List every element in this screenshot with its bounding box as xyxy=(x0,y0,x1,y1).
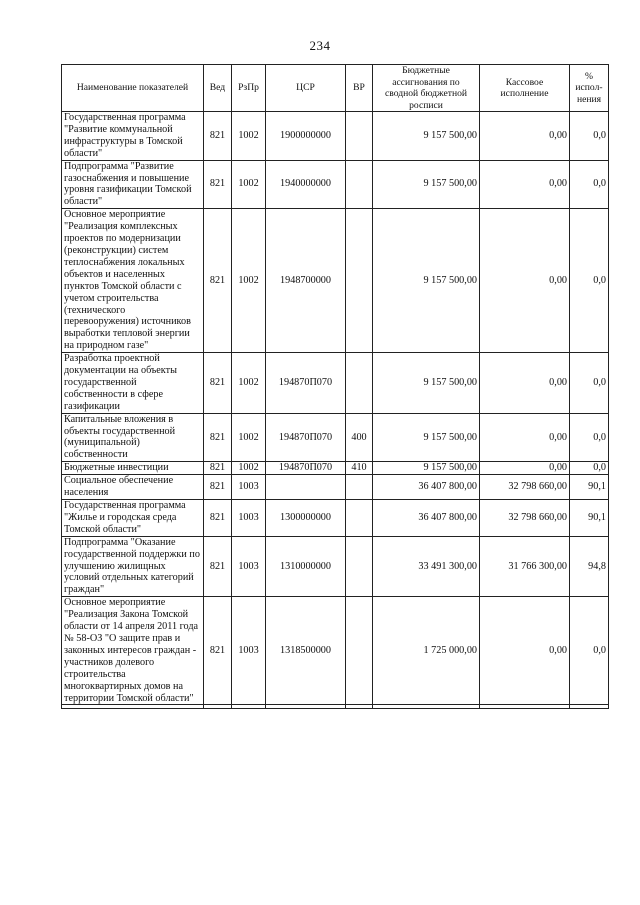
cell-cash: 0,00 xyxy=(480,353,570,414)
table-row xyxy=(62,353,609,414)
cell-csr: 1318500000 xyxy=(266,597,346,705)
cell-csr: 194870П070 xyxy=(266,462,346,475)
cell-budget: 9 157 500,00 xyxy=(373,112,480,161)
table-row xyxy=(62,112,609,161)
cell-rzpr: 1002 xyxy=(232,209,266,353)
header-vr: ВР xyxy=(346,65,373,112)
cell-pct: 0,0 xyxy=(570,112,609,161)
cell-vr xyxy=(346,500,373,537)
cell-pct: 0,0 xyxy=(570,462,609,475)
cell-vr xyxy=(346,353,373,414)
cell-rzpr: 1002 xyxy=(232,112,266,161)
continuation-cell xyxy=(480,705,570,709)
cell-ved: 821 xyxy=(204,112,232,161)
cell-pct: 0,0 xyxy=(570,597,609,705)
cell-name: Подпрограмма "Развитие газоснабжения и повышение уровня газификации Томской области" xyxy=(62,160,204,209)
cell-rzpr: 1002 xyxy=(232,413,266,462)
cell-cash: 0,00 xyxy=(480,413,570,462)
cell-ved: 821 xyxy=(204,160,232,209)
cell-pct: 0,0 xyxy=(570,209,609,353)
cell-pct: 0,0 xyxy=(570,413,609,462)
cell-name: Подпрограмма "Оказание государственной поддержки по улучшению жилищных условий отдельных категорий граждан" xyxy=(62,536,204,597)
cell-pct: 0,0 xyxy=(570,353,609,414)
cell-pct: 90,1 xyxy=(570,475,609,500)
cell-rzpr: 1003 xyxy=(232,536,266,597)
cell-cash: 0,00 xyxy=(480,597,570,705)
cell-vr: 410 xyxy=(346,462,373,475)
cell-budget: 9 157 500,00 xyxy=(373,209,480,353)
cell-vr xyxy=(346,475,373,500)
cell-budget: 9 157 500,00 xyxy=(373,160,480,209)
cell-budget: 1 725 000,00 xyxy=(373,597,480,705)
continuation-cell xyxy=(373,705,480,709)
table-header-row xyxy=(62,65,609,112)
cell-name: Разработка проектной документации на объекты государственной собственности в сфере газификации xyxy=(62,353,204,414)
cell-csr: 1900000000 xyxy=(266,112,346,161)
cell-name: Государственная программа "Жилье и городская среда Томской области" xyxy=(62,500,204,537)
cell-budget: 36 407 800,00 xyxy=(373,475,480,500)
header-ved: Вед xyxy=(204,65,232,112)
cell-ved: 821 xyxy=(204,500,232,537)
continuation-cell xyxy=(232,705,266,709)
cell-cash: 0,00 xyxy=(480,462,570,475)
cell-rzpr: 1003 xyxy=(232,475,266,500)
continuation-cell xyxy=(266,705,346,709)
table-row xyxy=(62,536,609,597)
table-body xyxy=(62,112,609,709)
cell-name: Государственная программа "Развитие коммунальной инфраструктуры в Томской области" xyxy=(62,112,204,161)
continuation-cell xyxy=(204,705,232,709)
cell-csr xyxy=(266,475,346,500)
table-row xyxy=(62,209,609,353)
cell-vr xyxy=(346,209,373,353)
header-csr: ЦСР xyxy=(266,65,346,112)
cell-csr: 1300000000 xyxy=(266,500,346,537)
continuation-cell xyxy=(346,705,373,709)
cell-name: Бюджетные инвестиции xyxy=(62,462,204,475)
cell-budget: 36 407 800,00 xyxy=(373,500,480,537)
cell-ved: 821 xyxy=(204,536,232,597)
cell-ved: 821 xyxy=(204,597,232,705)
table-row xyxy=(62,462,609,475)
cell-pct: 90,1 xyxy=(570,500,609,537)
table-row xyxy=(62,597,609,705)
header-name: Наименование показателей xyxy=(62,65,204,112)
cell-name: Основное мероприятие "Реализация Закона Томской области от 14 апреля 2011 года № 58-ОЗ "О защите прав и законных интересов граждан - участников долевого строительства многоквартирных домов на территории Томской области" xyxy=(62,597,204,705)
cell-vr: 400 xyxy=(346,413,373,462)
cell-ved: 821 xyxy=(204,209,232,353)
cell-csr: 1948700000 xyxy=(266,209,346,353)
cell-cash: 31 766 300,00 xyxy=(480,536,570,597)
budget-execution-table xyxy=(61,64,609,709)
cell-name: Социальное обеспечение населения xyxy=(62,475,204,500)
cell-cash: 32 798 660,00 xyxy=(480,500,570,537)
table-row xyxy=(62,160,609,209)
cell-vr xyxy=(346,536,373,597)
header-cash: Кассовое исполнение xyxy=(480,65,570,112)
table-row xyxy=(62,500,609,537)
cell-rzpr: 1002 xyxy=(232,160,266,209)
cell-budget: 9 157 500,00 xyxy=(373,353,480,414)
cell-csr: 194870П070 xyxy=(266,353,346,414)
cell-budget: 9 157 500,00 xyxy=(373,413,480,462)
cell-ved: 821 xyxy=(204,413,232,462)
cell-vr xyxy=(346,160,373,209)
cell-name: Основное мероприятие "Реализация комплексных проектов по модернизации (реконструкции) систем теплоснабжения локальных объектов и населенных пунктов Томской области с учетом строительства (технического перевооружения) источников выработки тепловой энергии на природном газе" xyxy=(62,209,204,353)
header-pct: % испол-нения xyxy=(570,65,609,112)
cell-rzpr: 1003 xyxy=(232,597,266,705)
cell-cash: 0,00 xyxy=(480,209,570,353)
cell-ved: 821 xyxy=(204,462,232,475)
table-row xyxy=(62,413,609,462)
cell-rzpr: 1002 xyxy=(232,462,266,475)
cell-budget: 33 491 300,00 xyxy=(373,536,480,597)
cell-pct: 94,8 xyxy=(570,536,609,597)
continuation-cell xyxy=(570,705,609,709)
cell-csr: 1310000000 xyxy=(266,536,346,597)
cell-budget: 9 157 500,00 xyxy=(373,462,480,475)
cell-vr xyxy=(346,112,373,161)
table-continuation-row xyxy=(62,705,609,709)
cell-cash: 0,00 xyxy=(480,160,570,209)
cell-rzpr: 1002 xyxy=(232,353,266,414)
cell-name: Капитальные вложения в объекты государственной (муниципальной) собственности xyxy=(62,413,204,462)
header-rzpr: РзПр xyxy=(232,65,266,112)
cell-ved: 821 xyxy=(204,475,232,500)
cell-csr: 1940000000 xyxy=(266,160,346,209)
cell-cash: 32 798 660,00 xyxy=(480,475,570,500)
cell-rzpr: 1003 xyxy=(232,500,266,537)
cell-ved: 821 xyxy=(204,353,232,414)
cell-csr: 194870П070 xyxy=(266,413,346,462)
cell-cash: 0,00 xyxy=(480,112,570,161)
cell-vr xyxy=(346,597,373,705)
table-row xyxy=(62,475,609,500)
header-budget: Бюджетные ассигнования по сводной бюджетной росписи xyxy=(373,65,480,112)
page-number: 234 xyxy=(309,38,331,53)
cell-pct: 0,0 xyxy=(570,160,609,209)
continuation-cell xyxy=(62,705,204,709)
